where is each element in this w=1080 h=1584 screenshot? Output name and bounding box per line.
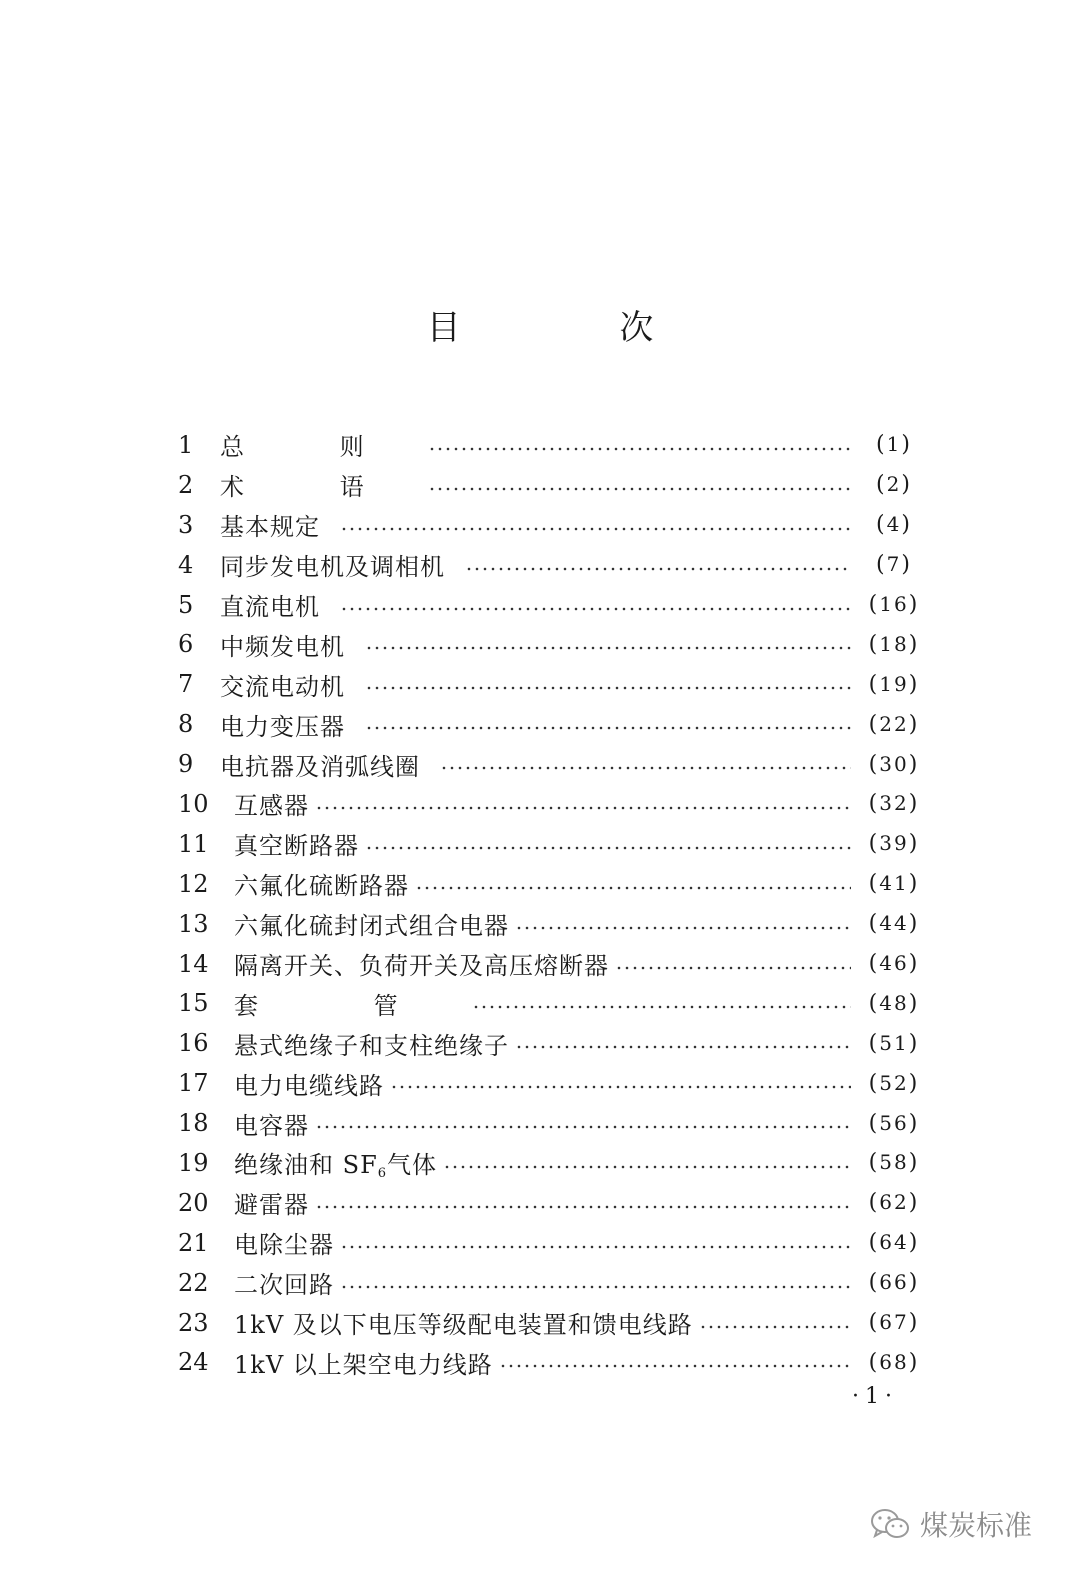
toc-entry-page: (48) [868,990,920,1016]
dot-leader [365,672,851,696]
dot-leader [365,832,851,856]
toc-entry-number: 12 [178,869,209,898]
toc-entry[interactable] [178,425,923,465]
toc-entry-title: 直流电机 [220,593,320,621]
toc-entry[interactable] [178,1303,923,1343]
toc-entry-number: 22 [178,1268,209,1297]
toc-entry-title: 互感器 [234,792,309,821]
toc-entry-title: 避雷器 [234,1191,309,1220]
toc-entry-number: 24 [178,1348,209,1377]
toc-entry-number: 18 [178,1109,209,1138]
toc-entry-title: 中频发电机 [220,632,345,661]
toc-entry-number: 9 [178,750,194,779]
dot-leader [390,1071,851,1095]
toc-entry[interactable] [178,664,923,704]
toc-entry-page: (1) [876,432,912,458]
toc-entry-page: (66) [868,1270,920,1296]
toc-entry[interactable] [178,904,923,944]
toc-entry-title: 1kV 及以下电压等级配电装置和馈电线路 [234,1311,693,1340]
toc-entry[interactable] [178,1063,923,1103]
toc-entry-title: 1kV 以上架空电力线路 [234,1350,493,1379]
toc-entry[interactable] [178,864,923,904]
toc-entry-page: (56) [868,1110,920,1136]
dot-leader [340,513,851,537]
toc-entry-number: 23 [178,1308,209,1337]
toc-entry-title: 真空断路器 [234,832,359,861]
toc-entry[interactable] [178,1143,923,1183]
toc-entry-number: 19 [178,1148,209,1177]
toc-entry-title: 同步发电机及调相机 [220,553,445,582]
toc-entry-number: 11 [178,829,209,858]
toc-entry[interactable] [178,545,923,585]
dot-leader [415,872,851,896]
toc-entry[interactable] [178,1023,923,1063]
table-of-contents [178,425,923,1382]
toc-entry-number: 6 [178,630,194,659]
toc-entry[interactable] [178,505,923,545]
toc-entry-number: 10 [178,789,209,818]
toc-entry-number: 3 [178,510,194,539]
toc-entry-page: (67) [868,1310,920,1336]
toc-entry-title: 悬式绝缘子和支柱绝缘子 [234,1031,509,1060]
toc-entry-page: (19) [868,671,920,697]
dot-leader [340,1231,851,1255]
dot-leader [315,792,851,816]
toc-entry[interactable] [178,465,923,505]
wechat-icon [870,1507,910,1541]
dot-leader [340,593,851,617]
watermark [870,1504,1032,1544]
toc-entry[interactable] [178,824,923,864]
dot-leader [315,1191,851,1215]
toc-entry[interactable] [178,1103,923,1143]
toc-entry-number: 7 [178,670,194,699]
toc-entry-number: 1 [178,430,194,459]
toc-entry[interactable] [178,704,923,744]
toc-entry-title: 电抗器及消弧线圈 [220,752,420,781]
toc-entry[interactable] [178,585,923,625]
toc-entry-title: 二次回路 [234,1271,334,1300]
toc-entry-number: 13 [178,909,209,938]
dot-leader [340,1271,851,1295]
toc-entry-page: (32) [868,791,920,817]
dot-leader [699,1311,851,1335]
toc-entry[interactable] [178,624,923,664]
toc-entry[interactable] [178,1342,923,1382]
toc-entry[interactable] [178,784,923,824]
dot-leader [465,553,851,577]
toc-entry-page: (51) [868,1030,920,1056]
toc-entry-title: 基本规定 [220,513,320,542]
toc-entry-page: (68) [868,1349,920,1375]
toc-entry-number: 14 [178,949,209,978]
dot-leader [365,712,851,736]
toc-entry-page: (7) [876,552,912,578]
toc-entry-title: 电除尘器 [234,1231,334,1260]
toc-entry-title: 电容器 [234,1111,309,1140]
toc-entry[interactable] [178,1183,923,1223]
dot-leader [515,912,851,936]
toc-entry-page: (44) [868,911,920,937]
toc-entry[interactable] [178,1263,923,1303]
page-number: ·1· [852,1384,898,1409]
toc-entry-page: (16) [868,592,920,617]
toc-entry-page: (22) [868,711,920,737]
dot-leader [428,473,851,497]
toc-entry-page: (52) [868,1070,920,1096]
dot-leader [472,991,851,1015]
toc-entry-page: (41) [868,871,920,897]
subscript: 6 [377,1165,388,1181]
toc-entry-title: 六氟化硫封闭式组合电器 [234,912,509,941]
toc-entry[interactable] [178,944,923,984]
dot-leader [315,1111,851,1135]
toc-entry[interactable] [178,1223,923,1263]
dot-leader [443,1151,851,1175]
page-title: 目 次 [426,308,728,348]
toc-entry-page: (62) [868,1190,920,1216]
dot-leader [515,1031,851,1055]
toc-entry[interactable] [178,983,923,1023]
toc-entry-title: 术 语 [220,473,408,502]
toc-entry-page: (18) [868,631,920,657]
toc-entry-title: 交流电动机 [220,672,345,701]
toc-entry-title: 电力变压器 [220,712,345,741]
toc-entry-title: 电力电缆线路 [234,1071,384,1100]
dot-leader [499,1350,851,1374]
toc-entry-number: 4 [178,550,194,579]
toc-entry[interactable] [178,744,923,784]
toc-entry-number: 16 [178,1029,209,1058]
toc-entry-page: (4) [876,512,912,538]
dot-leader [365,632,851,656]
toc-entry-number: 17 [178,1069,209,1098]
toc-entry-page: (46) [868,951,920,977]
toc-entry-title: 六氟化硫断路器 [234,872,409,901]
toc-entry-number: 2 [178,470,194,499]
dot-leader [615,952,851,976]
toc-entry-page: (2) [876,472,912,498]
toc-entry-number: 15 [178,989,209,1018]
toc-entry-number: 5 [178,590,194,619]
toc-entry-title: 隔离开关、负荷开关及高压熔断器 [234,952,609,981]
toc-entry-page: (39) [868,831,920,857]
toc-entry-page: (30) [868,751,920,777]
dot-leader [440,752,851,776]
toc-entry-title: 套 管 [234,991,452,1020]
watermark-text: 煤炭标准 [920,1509,1033,1542]
toc-entry-number: 8 [178,710,194,739]
toc-entry-title: 总 则 [220,433,408,462]
toc-entry-number: 21 [178,1228,209,1257]
toc-entry-page: (64) [868,1230,920,1256]
dot-leader [428,433,851,457]
toc-entry-page: (58) [868,1150,920,1176]
toc-entry-title: 绝缘油和 $SF_6$气体 [234,1150,438,1181]
toc-entry-number: 20 [178,1188,209,1217]
